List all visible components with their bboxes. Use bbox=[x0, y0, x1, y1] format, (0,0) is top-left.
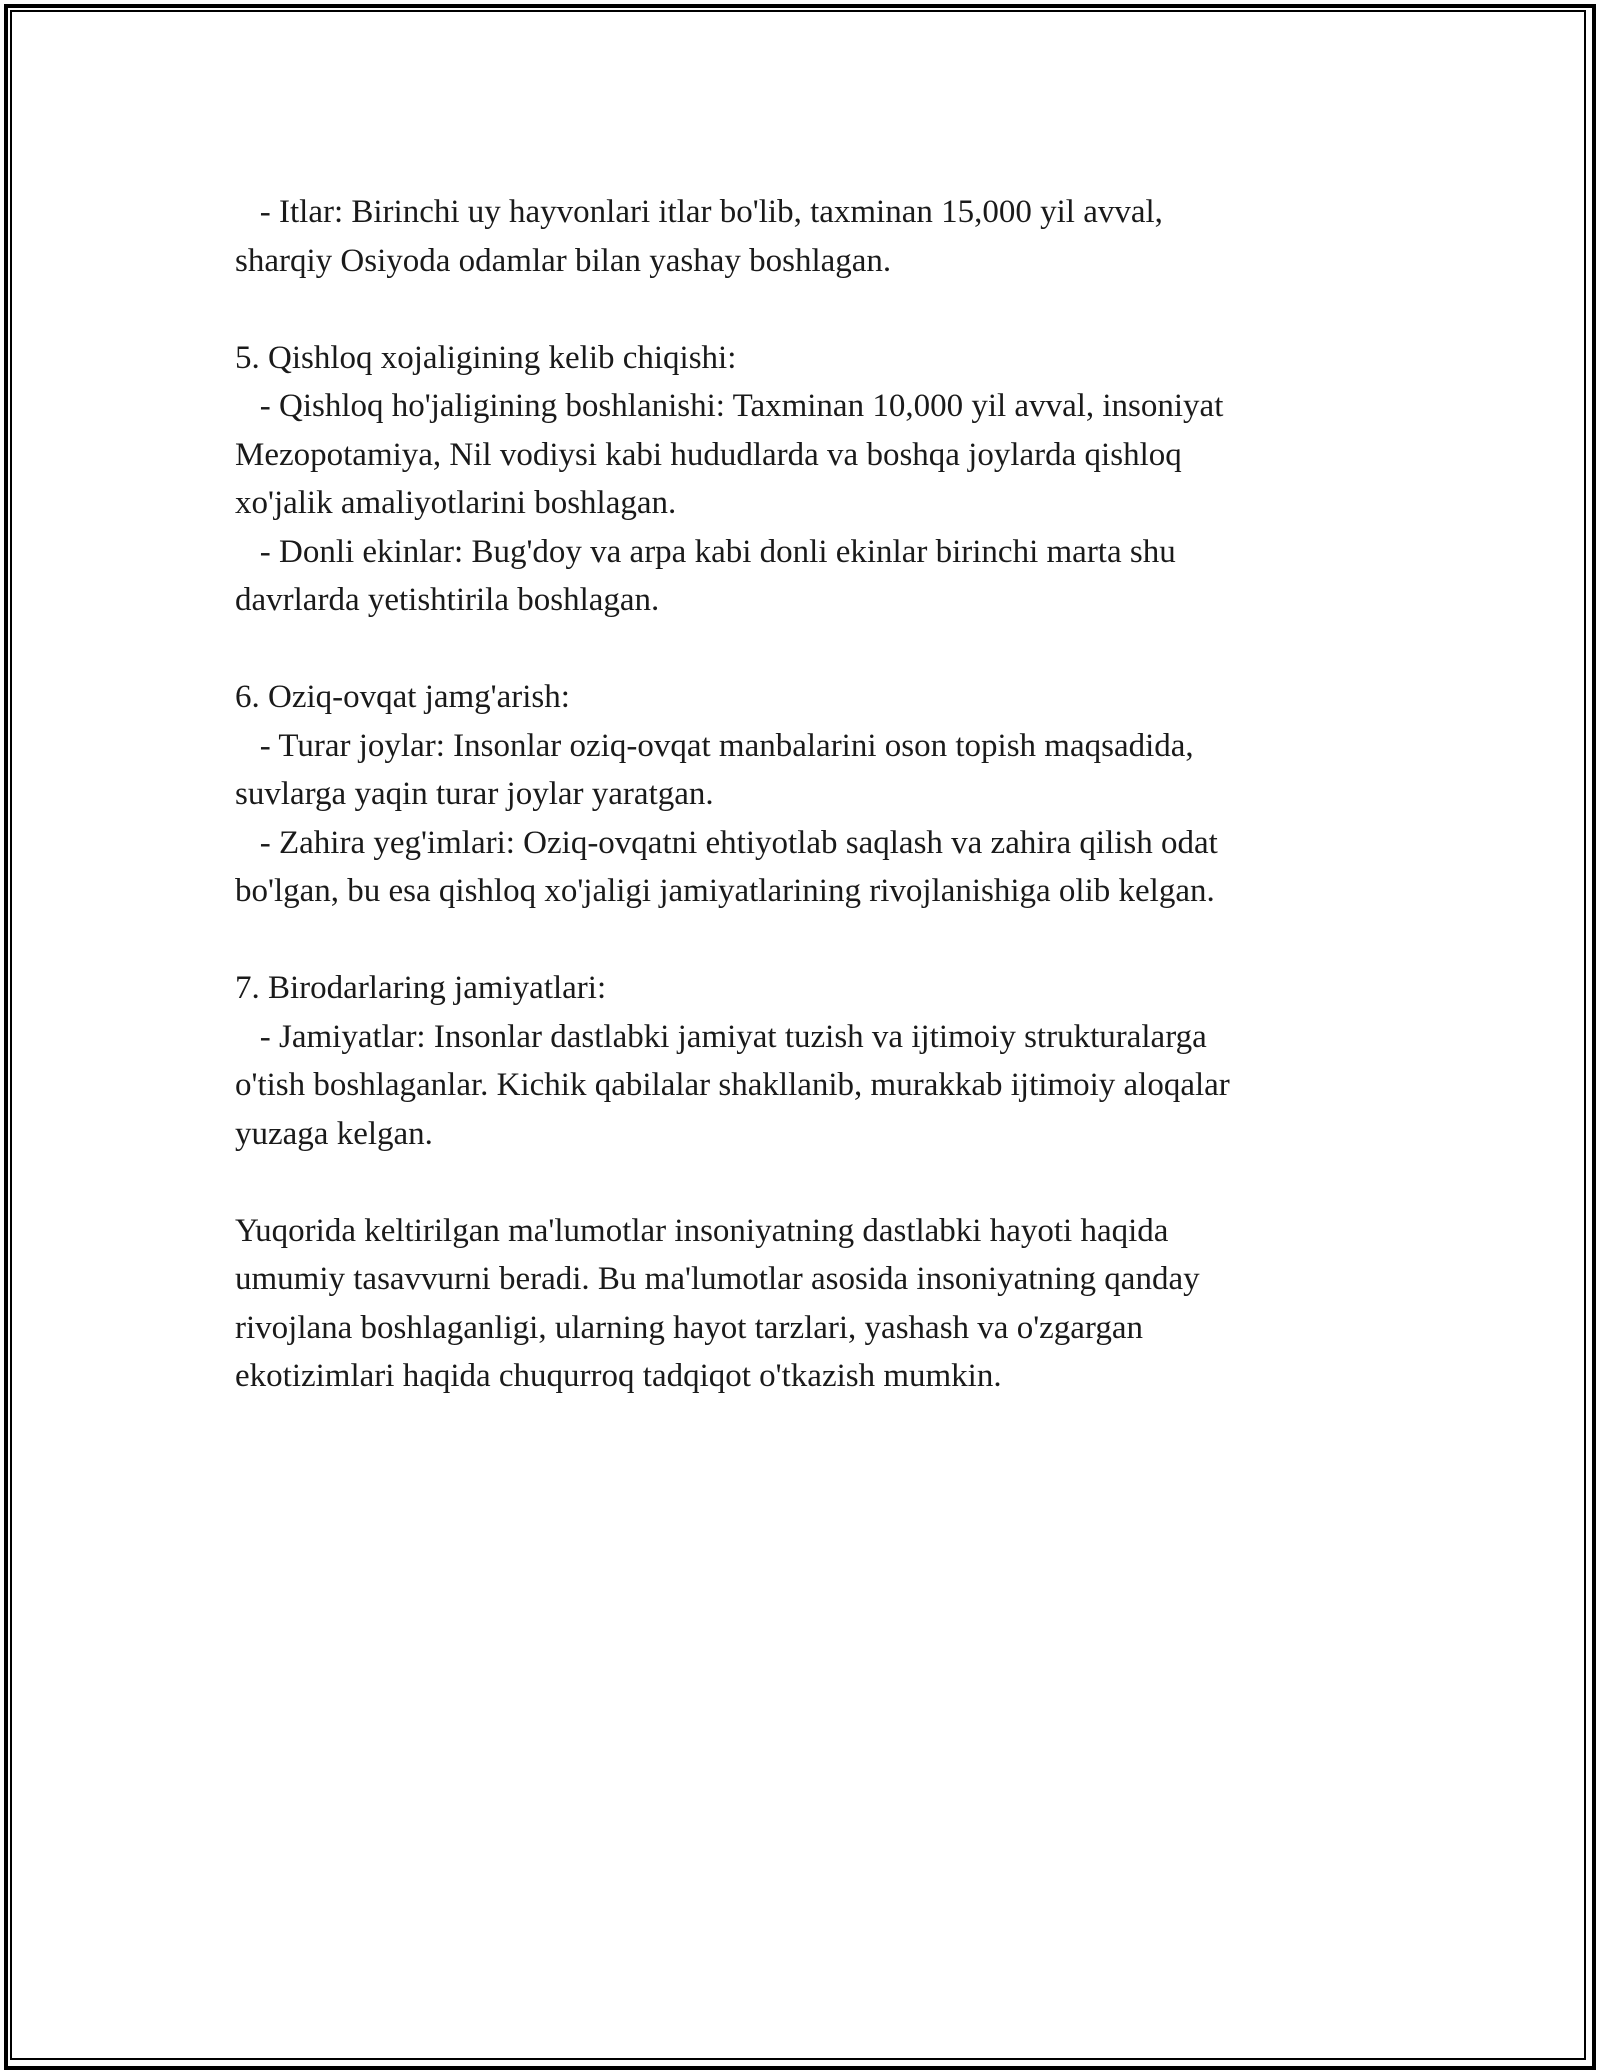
list-item-dogs bbox=[235, 188, 1365, 285]
document-body bbox=[235, 188, 1365, 1401]
text-line: - Zahira yeg'imlari: Oziq-ovqatni ehtiyotlab saqlash va zahira qilish odat bbox=[235, 824, 1218, 861]
paragraph-gap bbox=[235, 285, 1365, 334]
text-line: rivojlana boshlaganligi, ularning hayot tarzlari, yashash va o'zgargan bbox=[235, 1309, 1143, 1346]
section-5 bbox=[235, 334, 1365, 625]
section-6 bbox=[235, 673, 1365, 916]
text-line: o'tish boshlaganlar. Kichik qabilalar shakllanib, murakkab ijtimoiy aloqalar bbox=[235, 1067, 1230, 1103]
text-line: yuzaga kelgan. bbox=[235, 1115, 433, 1152]
paragraph-gap bbox=[235, 625, 1365, 674]
section-7 bbox=[235, 964, 1365, 1158]
text-line: Mezopotamiya, Nil vodiysi kabi hududlarda va boshqa joylarda qishloq bbox=[235, 436, 1182, 473]
text-line: ekotizimlari haqida chuqurroq tadqiqot o'tkazish mumkin. bbox=[235, 1358, 1002, 1394]
text-line: Yuqorida keltirilgan ma'lumotlar insoniyatning dastlabki hayoti haqida bbox=[235, 1212, 1169, 1249]
text-line: suvlarga yaqin turar joylar yaratgan. bbox=[235, 776, 714, 812]
text-line: umumiy tasavvurni beradi. Bu ma'lumotlar asosida insoniyatning qanday bbox=[235, 1261, 1200, 1297]
text-line: - Qishloq ho'jaligining boshlanishi: Taxminan 10,000 yil avval, insoniyat bbox=[235, 388, 1224, 424]
text-line: bo'lgan, bu esa qishloq xo'jaligi jamiyatlarining rivojlanishiga olib kelgan. bbox=[235, 873, 1215, 909]
text-line: davrlarda yetishtirila boshlagan. bbox=[235, 582, 660, 618]
conclusion-paragraph bbox=[235, 1207, 1365, 1401]
text-line: - Turar joylar: Insonlar oziq-ovqat manbalarini oson topish maqsadida, bbox=[235, 727, 1194, 764]
section-heading: 6. Oziq-ovqat jamg'arish: bbox=[235, 679, 570, 715]
paragraph-gap bbox=[235, 916, 1365, 965]
text-line: - Jamiyatlar: Insonlar dastlabki jamiyat tuzish va ijtimoiy strukturalarga bbox=[235, 1018, 1207, 1055]
section-heading: 7. Birodarlaring jamiyatlari: bbox=[235, 970, 607, 1006]
paragraph-gap bbox=[235, 1158, 1365, 1207]
text-line: sharqiy Osiyoda odamlar bilan yashay boshlagan. bbox=[235, 242, 892, 279]
text-line: - Itlar: Birinchi uy hayvonlari itlar bo'lib, taxminan 15,000 yil avval, bbox=[235, 194, 1163, 230]
text-line: - Donli ekinlar: Bug'doy va arpa kabi donli ekinlar birinchi marta shu bbox=[235, 533, 1176, 570]
text-line: xo'jalik amaliyotlarini boshlagan. bbox=[235, 485, 677, 521]
section-heading: 5. Qishloq xojaligining kelib chiqishi: bbox=[235, 339, 737, 376]
